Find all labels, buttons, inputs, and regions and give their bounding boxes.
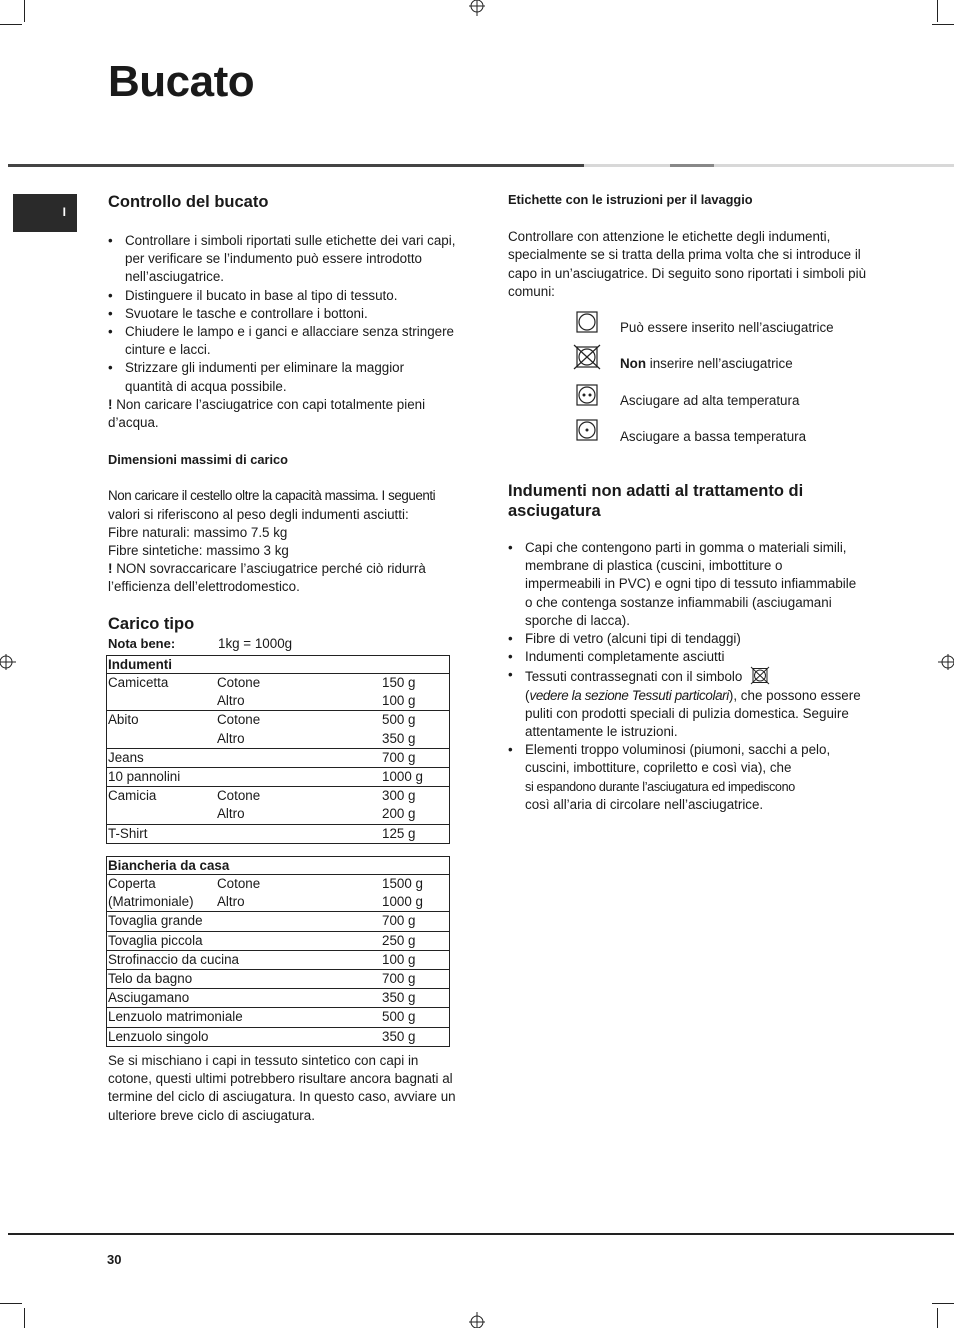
paragraph: valori si riferiscono al peso degli indumenti asciutti: (108, 506, 409, 522)
warning-note (108, 396, 468, 432)
closing-paragraph: Se si mischiano i capi in tessuto sintetico con capi in cotone, questi ultimi potrebbero risultare ancora bagnati al termine del ciclo di asciugatura. In questo caso, avviare un ulteriore breve ciclo di asciugatura. (108, 1053, 456, 1123)
table-cell: Tovaglia piccola (107, 931, 382, 950)
table-cell: Tovaglia grande (107, 912, 382, 931)
table-cell: 350 g (382, 1028, 416, 1044)
page-title: Bucato (108, 57, 255, 106)
crop-mark (24, 1308, 25, 1328)
table-cell: Camicetta (108, 675, 169, 690)
symbol-label-text: Asciugare a bassa temperatura (620, 429, 807, 444)
table-cell: Jeans (107, 748, 217, 767)
table-cell: 700 g (381, 912, 450, 931)
crop-mark (24, 0, 25, 22)
controllo-list (108, 232, 468, 396)
section-heading-non-adatti: Indumenti non adatti al trattamento di asciugatura (508, 482, 804, 520)
table-row (107, 768, 450, 787)
table-row (107, 748, 450, 767)
table-row (107, 805, 450, 824)
table-cell: 1000 g (381, 893, 450, 912)
paragraph: Fibre sintetiche: massimo 3 kg (108, 543, 289, 559)
language-tab (13, 194, 77, 232)
list-item: • Indumenti completamente asciutti (508, 648, 862, 666)
biancheria-table (106, 856, 450, 1047)
crop-mark (932, 24, 954, 25)
list-item-text: ( (525, 687, 530, 703)
paragraph: Fibre naturali: massimo 7.5 kg (108, 524, 288, 540)
crop-mark (932, 1303, 954, 1304)
table-cell (216, 748, 381, 767)
list-item: • Strizzare gli indumenti per eliminare la maggior quantità di acqua possibile. (108, 359, 468, 395)
warning-mark: ! (108, 396, 113, 412)
table-row (107, 787, 450, 806)
table-cell: Altro (216, 805, 381, 824)
left-column (108, 192, 468, 653)
table-cell (107, 730, 217, 749)
list-item: • Chiudere le lampo e i ganci e allacciare senza stringere cinture e lacci. (108, 323, 468, 359)
list-item-text: si espandono durante l’asciugatura ed impediscono (525, 779, 795, 794)
warning-mark: ! (108, 561, 113, 577)
crop-mark (937, 1308, 938, 1328)
warning-text: Non caricare l’asciugatrice con capi totalmente pieni d’acqua. (108, 396, 426, 431)
paragraph (108, 487, 468, 505)
tumble-dry-low-icon (576, 419, 598, 441)
warning-note (108, 560, 468, 596)
table-cell: Telo da bagno (107, 970, 382, 989)
table-cell (216, 824, 381, 843)
table-cell: T-Shirt (108, 825, 148, 841)
crop-mark (0, 24, 22, 25)
list-item (508, 741, 862, 814)
section-heading-controllo: Controllo del bucato (108, 193, 269, 211)
list-item-text: Tessuti contrassegnati con il simbolo (525, 669, 743, 685)
registration-mark-icon (0, 654, 16, 670)
do-not-tumble-dry-icon (573, 344, 601, 370)
table-cell: 150 g (382, 675, 416, 690)
table-cell: 700 g (381, 970, 450, 989)
table-cell: Coperta (108, 876, 156, 891)
table-cell: Cotone (217, 788, 261, 804)
table-row (107, 824, 450, 843)
registration-mark-icon (469, 1312, 485, 1328)
list-item: • Capi che contengono parti in gomma o materiali simili, membrane di plastica (cuscini, imbottiture o impermeabili in PVC) e ogni tipo di tessuto infiammabile o che contenga sostanze infiammabili (asciugamani sporche di lacca). (508, 539, 862, 630)
table-cell: (Matrimoniale) (107, 893, 217, 912)
symbol-label-text: Asciugare ad alta temperatura (620, 393, 800, 408)
section-reference: vedere la sezione Tessuti particolari (529, 687, 729, 703)
table-cell: Camicia (108, 788, 157, 804)
list-item: • Svuotare le tasche e controllare i bottoni. (108, 305, 468, 323)
table-cell: 250 g (381, 931, 450, 950)
page-number: 30 (107, 1252, 122, 1267)
symbol-label (620, 319, 834, 337)
table-header: Biancheria da casa (107, 857, 450, 875)
table-cell: 700 g (381, 748, 450, 767)
table-cell: 350 g (381, 989, 450, 1008)
symbol-label (620, 428, 806, 446)
symbol-label-text: inserire nell’asciugatrice (646, 356, 793, 371)
section-heading-dimensioni: Dimensioni massimi di carico (108, 452, 288, 468)
table-row (107, 875, 450, 894)
list-item: • Controllare i simboli riportati sulle etichette dei vari capi, per verificare se l’indumento può essere introdotto nell’asciugatrice. (108, 232, 468, 287)
table-row (107, 950, 450, 969)
crop-mark (937, 0, 938, 22)
table-cell: 10 pannolini (107, 768, 217, 787)
table-cell: 100 g (381, 950, 450, 969)
warning-text: NON sovraccaricare l’asciugatrice perché ciò ridurrà l’efficienza dell’elettrodomestico. (108, 561, 426, 595)
header-rule (670, 164, 714, 167)
table-cell: Asciugamano (107, 989, 382, 1008)
section-heading-etichette: Etichette con le istruzioni per il lavaggio (508, 192, 753, 207)
header-rule (8, 164, 584, 167)
text-line: Non caricare il cestello oltre la capacità massima. I seguenti (108, 488, 436, 504)
list-item-text: così all’aria di circolare nell’asciugatrice. (525, 796, 764, 812)
table-row (107, 1027, 450, 1046)
table-cell: 500 g (381, 1008, 450, 1027)
table-cell (107, 805, 217, 824)
table-cell: Strofinaccio da cucina (107, 950, 382, 969)
crop-mark (0, 1303, 22, 1304)
table-cell: 100 g (381, 692, 450, 711)
table-row (107, 893, 450, 912)
footer-rule (8, 1233, 954, 1235)
table-row (107, 931, 450, 950)
table-cell: Altro (216, 730, 381, 749)
table-row (107, 711, 450, 730)
language-tab-label: I (62, 205, 66, 219)
table-header: Indumenti (107, 656, 450, 674)
non-adatti-list (508, 539, 862, 814)
symbol-label-text: Può essere inserito nell’asciugatrice (620, 320, 834, 335)
table-cell (216, 768, 381, 787)
table-cell: Cotone (217, 712, 261, 728)
table-cell: 125 g (382, 825, 416, 841)
table-row (107, 730, 450, 749)
table-row (107, 912, 450, 931)
indumenti-table (106, 655, 450, 844)
table-row (107, 1008, 450, 1027)
table-cell: Lenzuolo matrimoniale (107, 1008, 382, 1027)
table-cell: 1000 g (381, 768, 450, 787)
table-cell: 500 g (382, 712, 416, 728)
table-row (107, 989, 450, 1008)
symbol-label (620, 392, 799, 410)
table-cell: 1500 g (382, 876, 423, 891)
table-cell: Altro (216, 893, 381, 912)
table-cell: 350 g (381, 730, 450, 749)
section-heading-carico: Carico tipo (108, 614, 195, 633)
list-item-text: Elementi troppo voluminosi (piumoni, sacchi a pelo, cuscini, imbottiture, copriletto e così via), che (525, 742, 831, 776)
tumble-dry-allowed-icon (576, 311, 598, 333)
nota-value: 1kg = 1000g (218, 635, 293, 651)
table-row (107, 692, 450, 711)
nota-bene (108, 635, 468, 653)
table-cell: Altro (216, 692, 381, 711)
list-item: • Fibre di vetro (alcuni tipi di tendaggi) (508, 630, 862, 648)
table-row (107, 674, 450, 693)
table-cell: 200 g (381, 805, 450, 824)
table-cell (107, 692, 217, 711)
paragraph: Controllare con attenzione le etichette degli indumenti, specialmente se si tratta della prima volta che si introduce il capo in un’asciugatrice. Di seguito sono riportati i simboli più comuni: (508, 229, 867, 299)
nota-label: Nota bene: (108, 635, 176, 651)
symbol-label (620, 355, 793, 373)
table-cell: Lenzuolo singolo (108, 1028, 209, 1044)
table-cell: 300 g (382, 788, 416, 804)
tumble-dry-high-icon (576, 384, 598, 406)
list-item: • Distinguere il bucato in base al tipo di tessuto. (108, 287, 468, 305)
registration-mark-icon (469, 0, 485, 16)
table-row (107, 970, 450, 989)
list-item-text: ), che possono essere puliti con prodotti speciali di pulizia domestica. Seguire attentamente le istruzioni. (525, 687, 861, 740)
symbol-label-bold: Non (620, 356, 647, 371)
table-cell: Cotone (217, 876, 261, 891)
do-not-tumble-dry-icon (750, 666, 770, 685)
header-rule (584, 164, 954, 167)
list-item (508, 666, 862, 741)
non-adatti-section (508, 481, 862, 814)
registration-mark-icon (938, 654, 954, 670)
right-column (508, 191, 870, 301)
table-cell: Abito (108, 712, 139, 728)
table-cell: Cotone (217, 675, 261, 690)
